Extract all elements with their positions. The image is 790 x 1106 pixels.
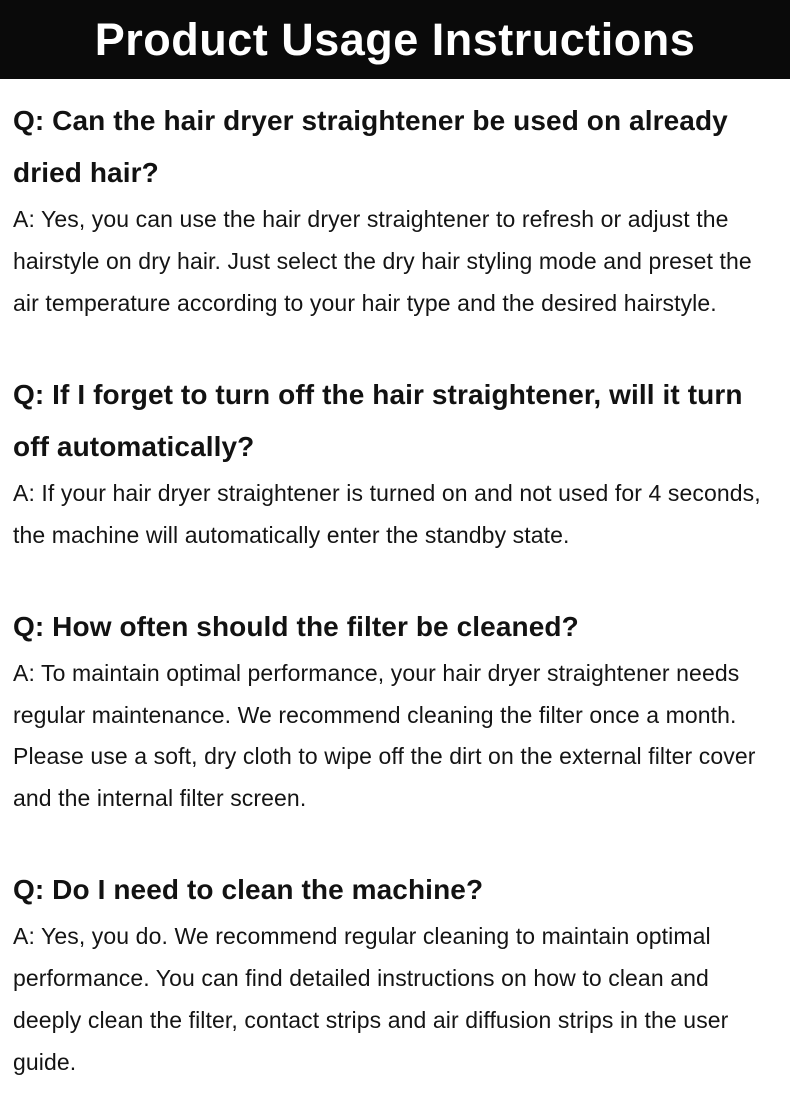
page-title: Product Usage Instructions bbox=[94, 13, 696, 65]
faq-item bbox=[13, 864, 764, 1084]
faq-content bbox=[0, 79, 790, 1084]
answer-text: A: To maintain optimal performance, your hair dryer straightener needs regular maintenance. We recommend cleaning the filter once a month. Please use a soft, dry cloth to wipe off the dirt on the external filter cover and the internal filter screen. bbox=[13, 659, 756, 812]
question-text: Q: How often should the filter be cleaned? bbox=[13, 610, 579, 642]
page-header bbox=[0, 0, 790, 79]
question-text: Q: Do I need to clean the machine? bbox=[13, 874, 484, 906]
answer-text: A: Yes, you do. We recommend regular cleaning to maintain optimal performance. You can find detailed instructions on how to clean and deeply clean the filter, contact strips and air diffusion strips in the user guide. bbox=[13, 923, 729, 1075]
faq-item bbox=[13, 601, 764, 821]
question-text: Q: Can the hair dryer straightener be used on already dried hair? bbox=[13, 105, 728, 189]
answer-text: A: If your hair dryer straightener is turned on and not used for 4 seconds, the machine will automatically enter the standby state. bbox=[13, 479, 761, 548]
answer-text: A: Yes, you can use the hair dryer straightener to refresh or adjust the hairstyle on dry hair. Just select the dry hair styling mode and preset the air temperature according to your hair type and the desired hairstyle. bbox=[13, 206, 752, 316]
faq-item bbox=[13, 369, 764, 557]
faq-item bbox=[13, 95, 764, 325]
question-text: Q: If I forget to turn off the hair straightener, will it turn off automatically? bbox=[13, 378, 743, 462]
